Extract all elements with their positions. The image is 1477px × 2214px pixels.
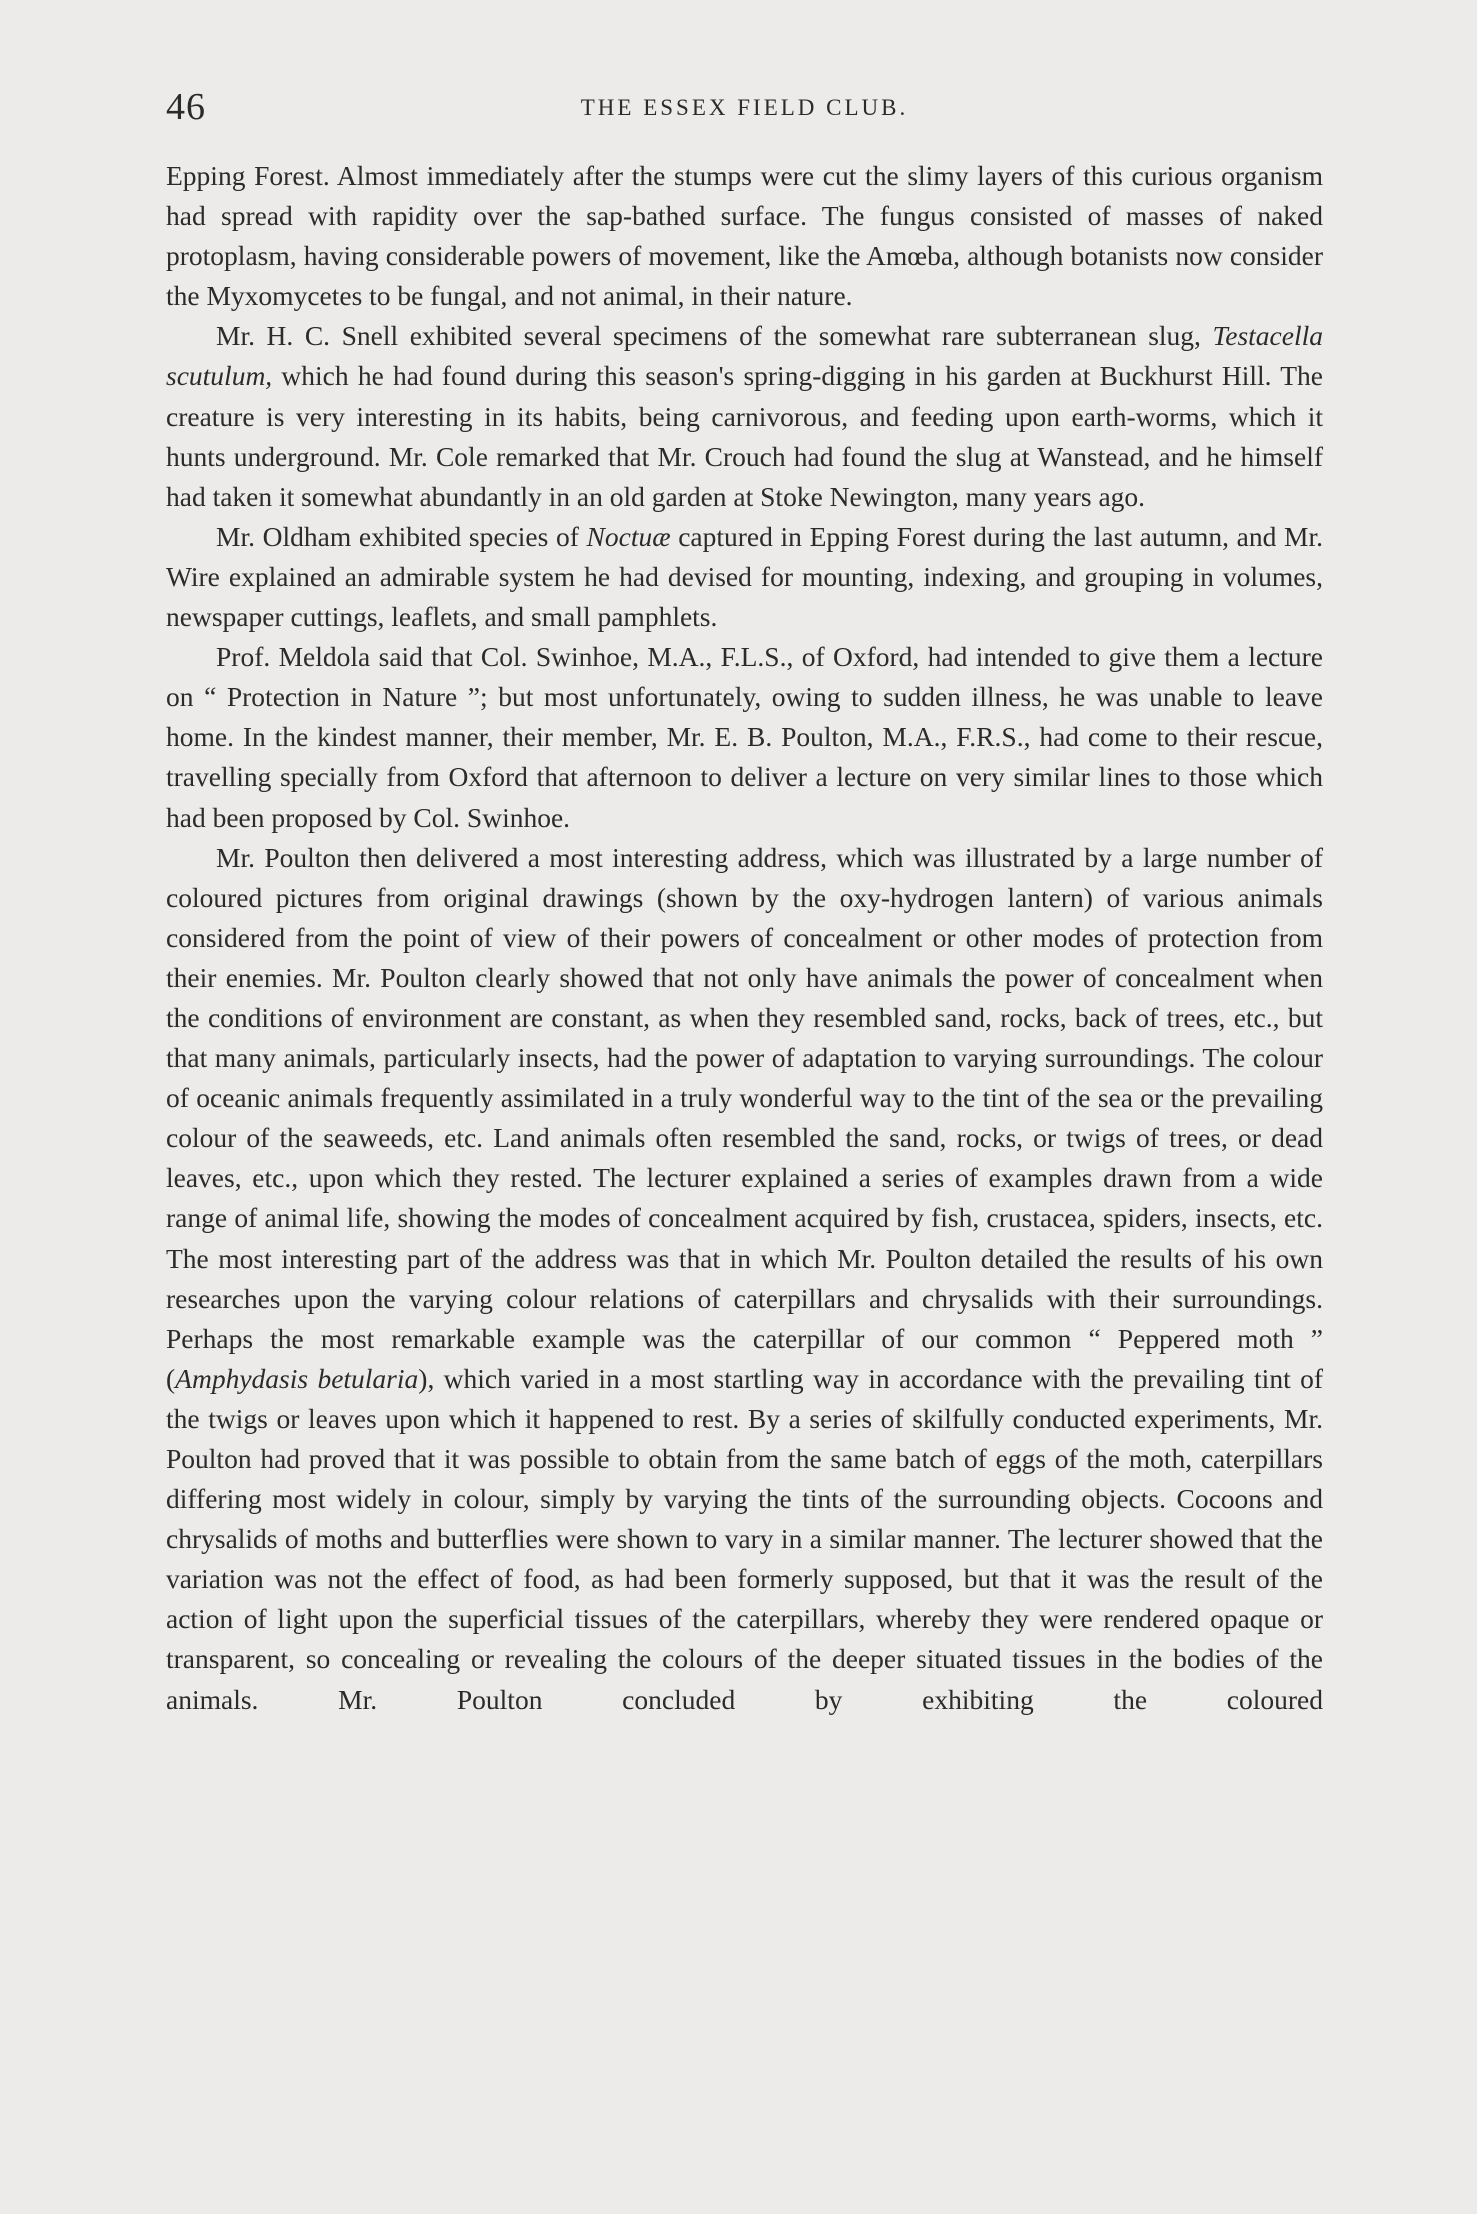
paragraph-oldham-noctuae — [166, 517, 1323, 637]
paragraph-poulton-address — [166, 838, 1323, 1720]
text-run: captured in Epping Forest during the last autumn, and Mr. Wire explained an admirable system he had devised for mounting, indexing, and grouping in volumes, newspaper cuttings, leaflets, and small pamphlets. — [166, 520, 1323, 633]
body-text — [166, 156, 1323, 1720]
text-run: which he had found during this season's spring-digging in his garden at Buckhurst Hill. The creature is very interesting in its habits, being carnivorous, and feeding upon earth-worms, which it hunts underground. Mr. Cole remarked that Mr. Crouch had found the slug at Wanstead, and he himself had taken it somewhat abundantly in an old garden at Stoke Newington, many years ago. — [166, 360, 1323, 512]
paragraph-meldola-announcement — [166, 637, 1323, 837]
text-run: Mr. H. C. Snell exhibited several specimens of the somewhat rare subterranean slug, — [216, 320, 1213, 352]
italic-term: Noctuæ — [586, 520, 671, 552]
italic-term: Amphydasis betularia — [175, 1362, 419, 1394]
text-run: ), which varied in a most startling way in accordance with the prevailing tint of the twigs or leaves upon which it happened to rest. By a series of skilfully conducted experiments, Mr. Poulton had proved that it was possible to obtain from the same batch of eggs of the moth, caterpillars differing most widely in colour, simply by varying the tints of the surrounding objects. Cocoons and chrysalids of moths and butterflies were shown to vary in a similar manner. The lecturer showed that the variation was not the effect of food, as had been formerly supposed, but that it was the result of the action of light upon the superficial tissues of the caterpillars, whereby they were rendered opaque or transparent, so concealing or revealing the colours of the deeper situated tissues in the bodies of the animals. Mr. Poulton concluded by exhibiting the coloured — [166, 1362, 1323, 1715]
text-run: Prof. Meldola said that Col. Swinhoe, M.A., F.L.S., of Oxford, had intended to give them a lecture on “ Protection in Nature ”; but most unfortunately, owing to sudden illness, he was unable to leave home. In the kindest manner, their member, Mr. E. B. Poulton, M.A., F.R.S., had come to their rescue, travelling specially from Oxford that afternoon to deliver a lecture on very similar lines to those which had been proposed by Col. Swinhoe. — [166, 641, 1323, 833]
running-title: THE ESSEX FIELD CLUB. — [580, 95, 909, 120]
page-number: 46 — [166, 86, 206, 128]
page-header — [166, 82, 1323, 132]
paragraph-snell-slug — [166, 316, 1323, 516]
text-run: Epping Forest. Almost immediately after the stumps were cut the slimy layers of this curious organism had spread with rapidity over the sap-bathed surface. The fungus consisted of masses of naked protoplasm, having considerable powers of movement, like the Amœba, although botanists now consider the Myxomycetes to be fungal, and not animal, in their nature. — [166, 160, 1323, 312]
text-run: Mr. Poulton then delivered a most interesting address, which was illustrated by a large number of coloured pictures from original drawings (shown by the oxy-hydrogen lantern) of various animals considered from the point of view of their powers of concealment or other modes of protection from their enemies. Mr. Poulton clearly showed that not only have animals the power of concealment when the conditions of environment are constant, as when they resembled sand, rocks, back of trees, etc., but that many animals, particularly insects, had the power of adaptation to varying surroundings. The colour of oceanic animals frequently assimilated in a truly wonderful way to the tint of the sea or the prevailing colour of the seaweeds, etc. Land animals often resembled the sand, rocks, or twigs of trees, or dead leaves, etc., upon which they rested. The lecturer explained a series of examples drawn from a wide range of animal life, showing the modes of concealment acquired by fish, crustacea, spiders, insects, etc. The most interesting part of the address was that in which Mr. Poulton detailed the results of his own researches upon the varying colour relations of caterpillars and chrysalids with their surroundings. Perhaps the most remarkable example was the caterpillar of our common “ Peppered moth ” ( — [166, 841, 1323, 1394]
italic-term: Testacella scutulum, — [166, 320, 1323, 392]
text-run: Mr. Oldham exhibited species of — [216, 520, 587, 552]
paragraph-forest-fungus — [166, 156, 1323, 316]
